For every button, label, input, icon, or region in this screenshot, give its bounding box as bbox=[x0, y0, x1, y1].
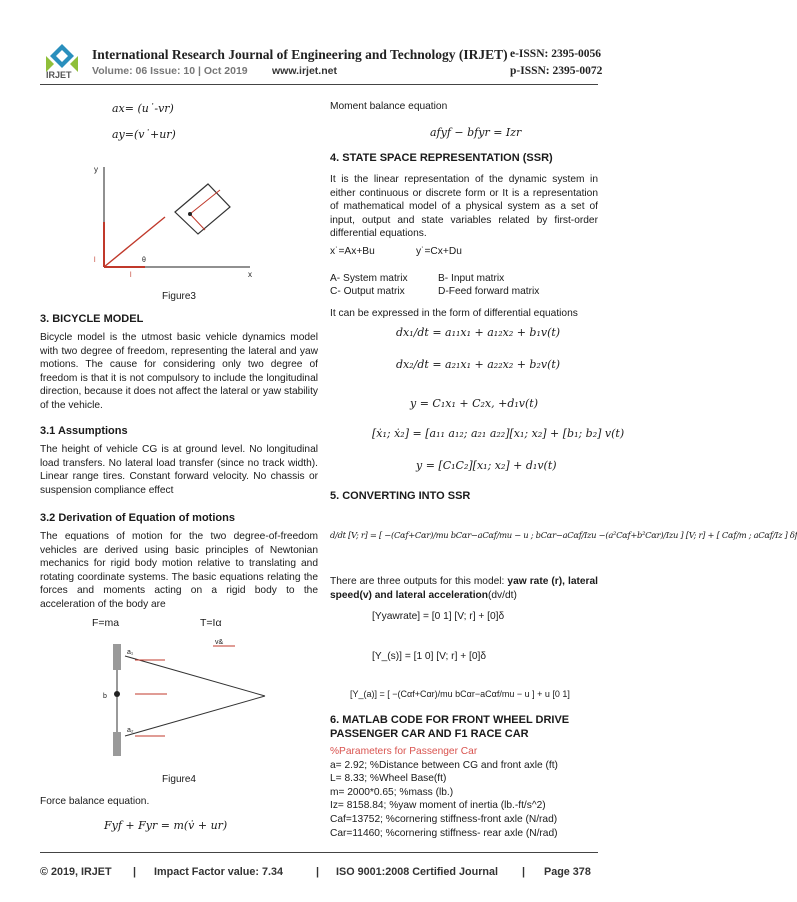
force-balance-equation: Fyf + Fyr = m(v̇ + ur) bbox=[104, 819, 228, 832]
section6-title: 6. MATLAB CODE FOR FRONT WHEEL DRIVE PASSENGER CAR AND F1 RACE CAR bbox=[330, 714, 570, 740]
footer-page: Page 378 bbox=[544, 866, 591, 878]
journal-title: International Research Journal of Engineering and Technology (IRJET) bbox=[92, 47, 508, 62]
header-rule bbox=[40, 84, 598, 85]
journal-logo bbox=[40, 42, 84, 82]
svg-text:x: x bbox=[248, 270, 252, 279]
tia-equation: T=Iα bbox=[200, 617, 222, 629]
footer-iso: ISO 9001:2008 Certified Journal bbox=[336, 866, 499, 878]
code-line: %Parameters for Passenger Car bbox=[330, 746, 478, 757]
svg-text:a₁: a₁ bbox=[127, 649, 134, 656]
code-line: Car=11460; %cornering stiffness- rear axle (N/rad) bbox=[330, 827, 558, 839]
svg-text:l: l bbox=[130, 272, 132, 279]
section31-text: The height of vehicle CG is at ground level. No longitudinal load transfers. No lateral load transfer (since no track width). Linear range tires. Constant forward velocity. No chassis or suspension compliance effect bbox=[40, 444, 318, 496]
svg-text:b: b bbox=[103, 693, 107, 700]
svg-text:v&: v& bbox=[215, 639, 224, 646]
matrix-c-label: C- Output matrix bbox=[330, 286, 405, 297]
eissn: e-ISSN: 2395-0056 bbox=[510, 48, 602, 60]
ay-equation: ay=(v˙+ur) bbox=[112, 128, 176, 141]
matrix-d-label: D-Feed forward matrix bbox=[438, 286, 540, 297]
ax-equation: ax= (u˙-vr) bbox=[112, 102, 174, 115]
figure3-caption: Figure3 bbox=[162, 291, 196, 302]
footer-rule bbox=[40, 852, 598, 853]
code-line: a= 2.92; %Distance between CG and front axle (ft) bbox=[330, 759, 558, 771]
svg-text:a₂: a₂ bbox=[127, 727, 134, 734]
outputs-text-bold: yaw rate (r), lateral speed(v) and lateral acceleration bbox=[330, 576, 599, 601]
section31-title: 3.1 Assumptions bbox=[40, 425, 128, 437]
moment-balance-label: Moment balance equation bbox=[330, 101, 448, 112]
code-line: Iz= 8158.84; %yaw moment of inertia (lb.-ft/s^2) bbox=[330, 800, 546, 812]
footer-impact: Impact Factor value: 7.34 bbox=[154, 866, 284, 878]
svg-text:θ: θ bbox=[142, 257, 146, 264]
ss-equation-1: x˙=Ax+Bu bbox=[330, 246, 375, 257]
matrix-a-label: A- System matrix bbox=[330, 273, 408, 284]
differential-intro: It can be expressed in the form of differential equations bbox=[330, 308, 578, 319]
code-line: Caf=13752; %cornering stiffness-front axle (N/rad) bbox=[330, 813, 558, 825]
section4-title: 4. STATE SPACE REPRESENTATION (SSR) bbox=[330, 152, 553, 164]
journal-url[interactable]: www.irjet.net bbox=[272, 65, 337, 77]
moment-balance-equation: afyf − bfyr = Izr bbox=[430, 126, 522, 139]
yawrate-equation: [Yyawrate] = [0 1] [V; r] + [0]δ bbox=[372, 611, 505, 622]
section3-title: 3. BICYCLE MODEL bbox=[40, 313, 144, 325]
volume-issue: Volume: 06 Issue: 10 | Oct 2019 bbox=[92, 65, 248, 77]
footer-copyright: © 2019, IRJET bbox=[40, 866, 112, 878]
footer-sep-2: | bbox=[316, 866, 320, 878]
figure4-caption: Figure4 bbox=[162, 774, 196, 785]
code-line: m= 2000*0.65; %mass (lb.) bbox=[330, 786, 454, 798]
diff-equation-1: dx₁/dt = a₁₁x₁ + a₁₂x₂ + b₁v(t) bbox=[396, 326, 561, 339]
outputs-text-suffix: (dv/dt) bbox=[487, 589, 517, 601]
figure3 bbox=[90, 162, 260, 282]
pissn: p-ISSN: 2395-0072 bbox=[510, 65, 603, 77]
diff-equation-2: dx₂/dt = a₂₁x₁ + a₂₂x₂ + b₂v(t) bbox=[396, 358, 561, 371]
svg-text:l: l bbox=[94, 257, 96, 264]
matlab-code bbox=[330, 745, 558, 840]
ys-equation: [Y_(s)] = [1 0] [V; r] + [0]δ bbox=[372, 651, 487, 662]
section3-text: Bicycle model is the utmost basic vehicle dynamics model with two degree of freedom, representing the lateral and yaw motions. The cause for considering only two degree of freedom is that it is not compulsory to include the longitudinal direction, because it does not affect the lateral or yaw stability of the vehicle. bbox=[40, 332, 318, 411]
section5-title: 5. CONVERTING INTO SSR bbox=[330, 490, 471, 502]
fma-equation: F=ma bbox=[92, 617, 120, 629]
ssr-equation: d/dt [V; r] = [ −(Cαf+Cαr)/mu bCαr−aCαf/mu − u ; bCαr−aCαf/Izu −(a²Cαf+b²Cαr)/Izu ] [V; r] + [ Cαf/m ; aCαf/Iz ] δf bbox=[330, 530, 797, 540]
code-line: L= 8.33; %Wheel Base(ft) bbox=[330, 773, 447, 785]
section4-text: It is the linear representation of the dynamic system in either continuous or discrete form or It is a representation of mathematical model of a physical system as a set of input, output and state variables related by first-order differential equations. bbox=[330, 174, 598, 240]
matrix-state-equation: [ẋ₁; ẋ₂] = [a₁₁ a₁₂; a₂₁ a₂₂][x₁; x₂] + [b₁; b₂] v(t) bbox=[372, 427, 625, 440]
force-balance-label: Force balance equation. bbox=[40, 796, 150, 807]
figure4 bbox=[95, 636, 275, 766]
matrix-b-label: B- Input matrix bbox=[438, 273, 505, 284]
section32-title: 3.2 Derivation of Equation of motions bbox=[40, 512, 235, 524]
ya-equation: [Y_(a)] = [ −(Cαf+Cαr)/mu bCαr−aCαf/mu − u ] + u [0 1] bbox=[350, 689, 570, 699]
svg-text:y: y bbox=[94, 165, 98, 174]
matrix-output-equation: y = [C₁C₂][x₁; x₂] + d₁v(t) bbox=[416, 459, 557, 472]
outputs-text bbox=[330, 575, 598, 602]
footer-sep-1: | bbox=[133, 866, 137, 878]
output-equation: y = C₁x₁ + C₂x, +d₁v(t) bbox=[410, 397, 538, 410]
outputs-text-intro: There are three outputs for this model: bbox=[330, 576, 508, 587]
section32-text: The equations of motion for the two degree-of-freedom vehicles are derived using basic principles of Newtonian mechanics for rigid body motion relative to translating and rotating coordinate systems. The basic equations relating the forces and moments acting on a rigid body to the acceleration of the body are bbox=[40, 531, 318, 610]
footer-sep-3: | bbox=[522, 866, 526, 878]
logo-text: IRJET bbox=[46, 70, 72, 80]
ss-equation-2: y˙=Cx+Du bbox=[416, 246, 462, 257]
